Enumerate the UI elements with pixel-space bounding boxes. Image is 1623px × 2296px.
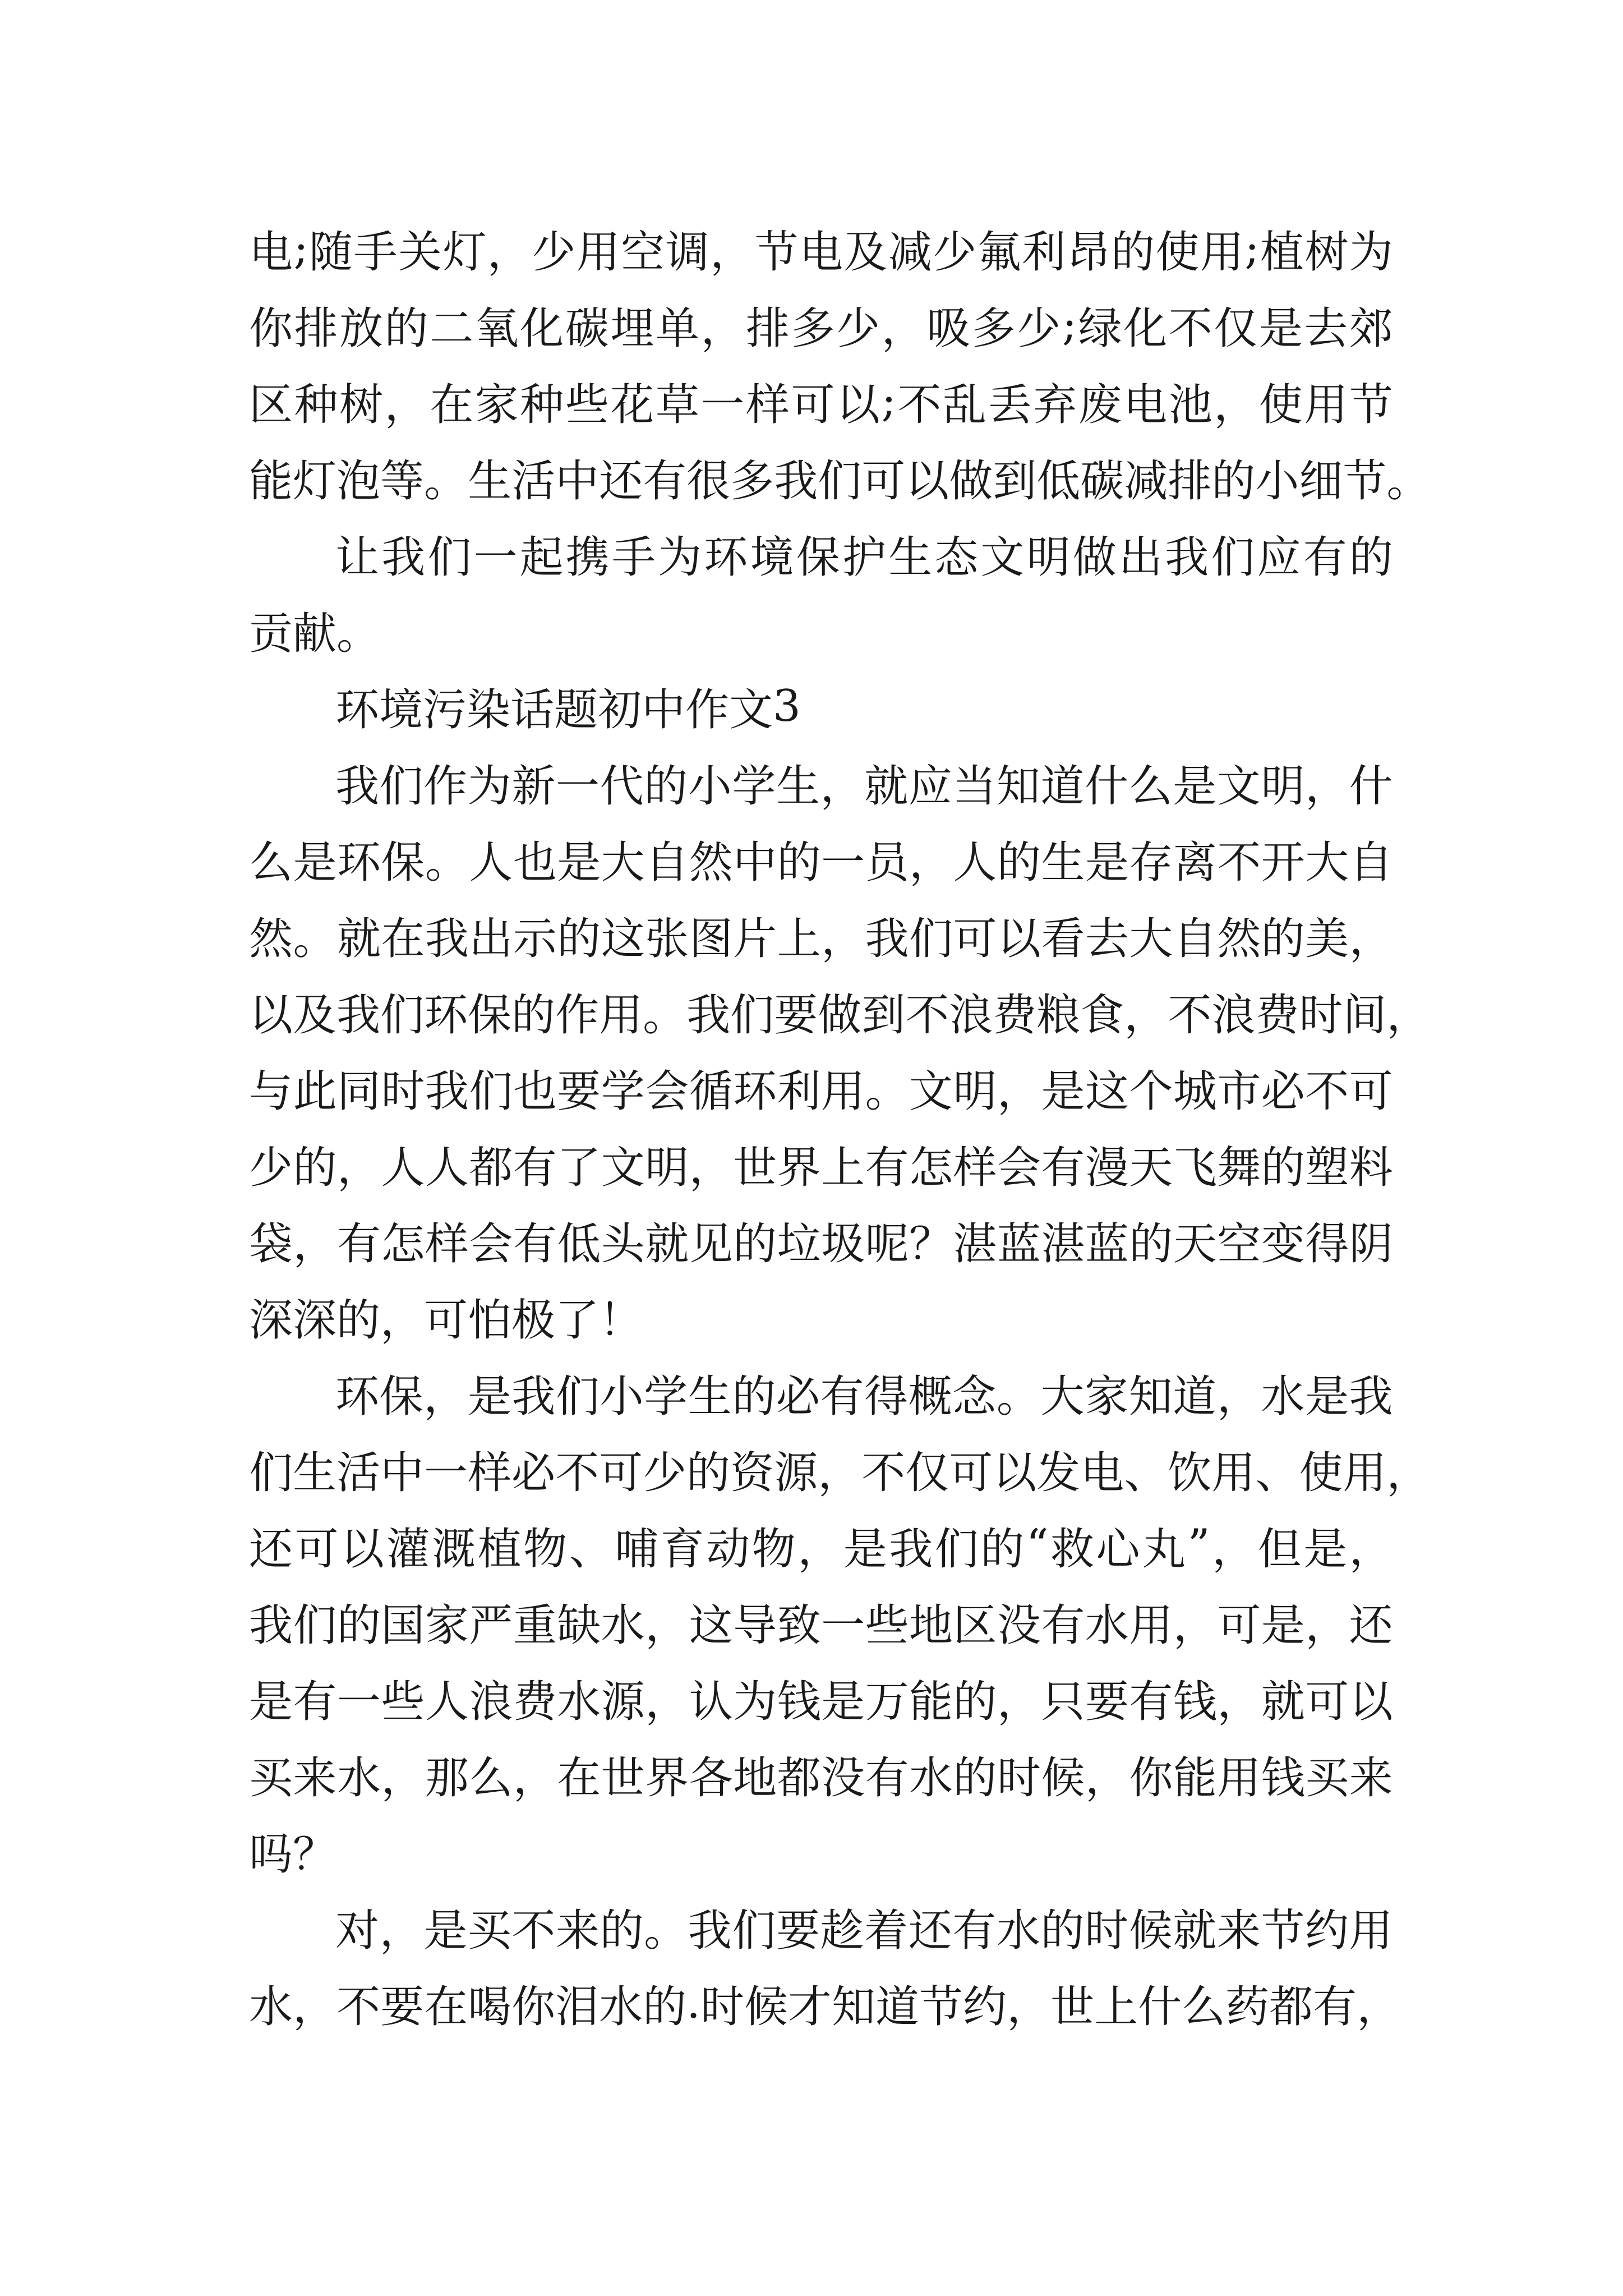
text-line: 么 是 环 保 。 人 也 是 大 自 然 中 的 一 员 ， 人 的 生 是 存 离 不 开 大 自: [249, 838, 1393, 888]
essay-text-block: [249, 210, 1431, 2041]
text-line: 贡 献 。: [249, 609, 381, 659]
text-line: 水 ， 不 要 在 喝 你 泪 水 的 . 时 候 才 知 道 节 约 ， 世 上 什 么 药 都 有 ，: [249, 1978, 1401, 2032]
text-line: 深 深 的 ， 可 怕 极 了 ！: [249, 1295, 643, 1346]
text-line: 能 灯 泡 等 。 生 活 中 还 有 很 多 我 们 可 以 做 到 低 碳 减 排 的 小 细 节 。: [249, 456, 1431, 507]
text-line: 买 来 水 ， 那 么 ， 在 世 界 各 地 都 没 有 水 的 时 候 ， 你 能 用 钱 买 来: [249, 1753, 1393, 1803]
paragraph-start-line: 环 保 ， 是 我 们 小 学 生 的 必 有 得 概 念 。 大 家 知 道 ， 水 是 我: [335, 1372, 1393, 1422]
text-line: 袋 ， 有 怎 样 会 有 低 头 就 见 的 垃 圾 呢 ？ 湛 蓝 湛 蓝 的 天 空 变 得 阴: [249, 1219, 1393, 1269]
text-line: 们 生 活 中 一 样 必 不 可 少 的 资 源 ， 不 仅 可 以 发 电 、 饮 用 、 使 用 ，: [249, 1448, 1431, 1498]
text-line: 与 此 同 时 我 们 也 要 学 会 循 环 利 用 。 文 明 ， 是 这 个 城 市 必 不 可: [249, 1066, 1393, 1117]
section-heading: 环 境 污 染 话 题 初 中 作 文 3: [335, 681, 801, 735]
text-line: 然 。 就 在 我 出 示 的 这 张 图 片 上 ， 我 们 可 以 看 去 大 自 然 的 美 ，: [249, 914, 1393, 964]
text-line: 是 有 一 些 人 浪 费 水 源 ， 认 为 钱 是 万 能 的 ， 只 要 有 钱 ， 就 可 以: [249, 1677, 1393, 1727]
text-line: 你 排 放 的 二 氧 化 碳 埋 单 ， 排 多 少 ， 吸 多 少 ; 绿 化 不 仅 是 去 郊: [249, 300, 1393, 354]
paragraph-start-line: 让 我 们 一 起 携 手 为 环 境 保 护 生 态 文 明 做 出 我 们 应 有 的: [335, 532, 1393, 583]
text-line: 我 们 的 国 家 严 重 缺 水 ， 这 导 致 一 些 地 区 没 有 水 用 ， 可 是 ， 还: [249, 1600, 1393, 1651]
text-line: 区 种 树 ， 在 家 种 些 花 草 一 样 可 以 ; 不 乱 丢 弃 废 电 池 ， 使 用 节: [249, 376, 1393, 430]
text-line: 以 及 我 们 环 保 的 作 用 。 我 们 要 做 到 不 浪 费 粮 食 ， 不 浪 费 时 间 ，: [249, 990, 1431, 1041]
text-line: 少 的 ， 人 人 都 有 了 文 明 ， 世 界 上 有 怎 样 会 有 漫 天 飞 舞 的 塑 料: [249, 1143, 1393, 1193]
text-line: 还 可 以 灌 溉 植 物 、 哺 育 动 物 ， 是 我 们 的 “ 救 心 丸 ” ， 但 是 ，: [249, 1520, 1393, 1575]
paragraph-start-line: 我 们 作 为 新 一 代 的 小 学 生 ， 就 应 当 知 道 什 么 是 文 明 ， 什: [335, 761, 1393, 812]
text-line: 电 ; 随 手 关 灯 ， 少 用 空 调 ， 节 电 及 减 少 氟 利 昂 的 使 用 ; 植 树 为: [249, 223, 1393, 278]
text-line: 吗 ？: [249, 1829, 337, 1880]
paragraph-start-line: 对 ， 是 买 不 来 的 。 我 们 要 趁 着 还 有 水 的 时 候 就 来 节 约 用: [335, 1906, 1393, 1956]
